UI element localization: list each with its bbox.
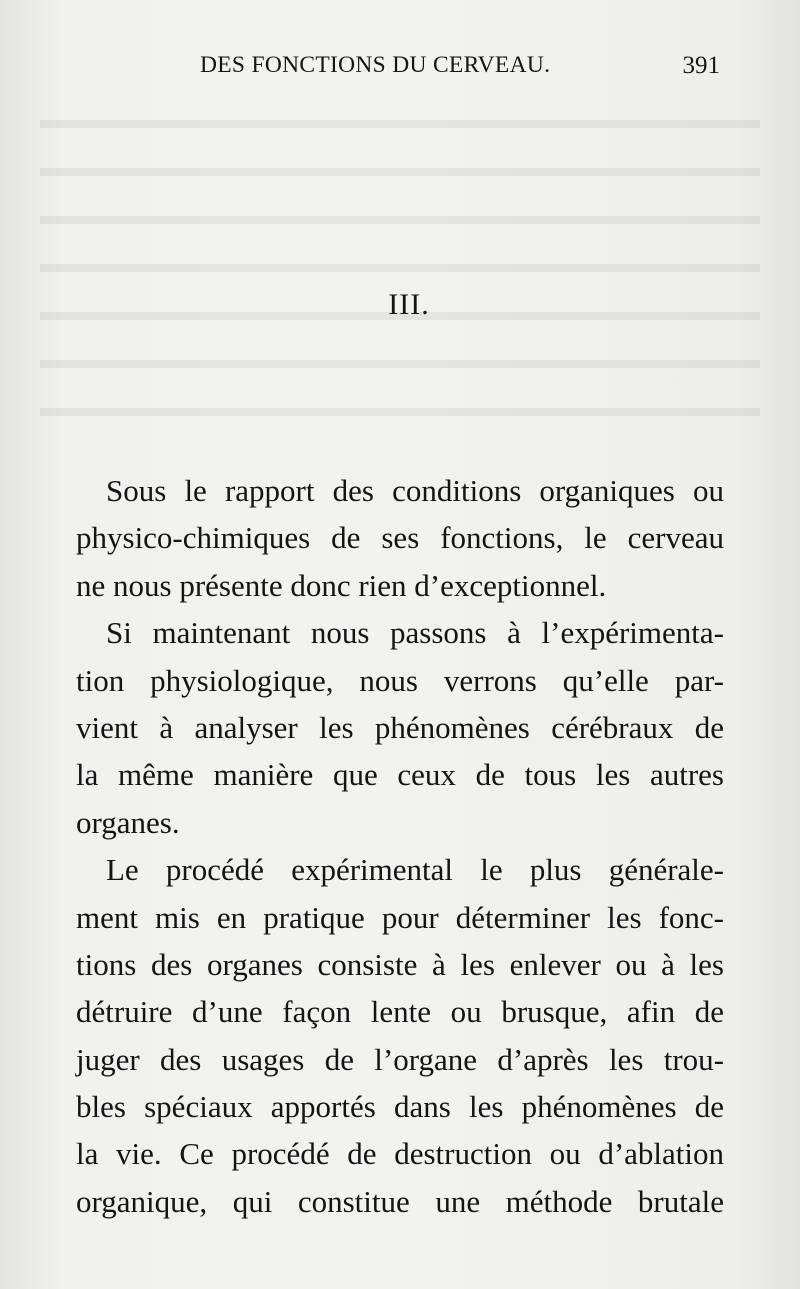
text-line: tions des organes consiste à les enlever ou à les <box>76 946 724 982</box>
page-header <box>200 52 720 88</box>
text-line: organes. <box>76 804 180 840</box>
section-heading: III. <box>388 288 430 321</box>
text-line: juger des usages de l’organe d’après les trou- <box>76 1041 724 1077</box>
text-line: la même manière que ceux de tous les autres <box>76 757 724 793</box>
text-line: ne nous présente donc rien d’exceptionnel. <box>76 567 607 603</box>
text-line: détruire d’une façon lente ou brusque, afin de <box>76 994 724 1030</box>
text-line: Le procédé expérimental le plus générale- <box>106 852 724 888</box>
text-line: physico-chimiques de ses fonctions, le cerveau <box>76 520 724 556</box>
text-line: ment mis en pratique pour déterminer les fonc- <box>76 899 724 935</box>
show-through-bleed <box>40 90 760 450</box>
text-line: bles spéciaux apportés dans les phénomènes de <box>76 1089 724 1125</box>
body-text <box>76 467 724 1225</box>
page-number: 391 <box>682 52 720 79</box>
text-line: la vie. Ce procédé de destruction ou d’ablation <box>76 1136 724 1172</box>
text-line: tion physiologique, nous verrons qu’elle par- <box>76 662 724 698</box>
text-line: vient à analyser les phénomènes cérébraux de <box>76 709 724 745</box>
text-line: Sous le rapport des conditions organiques ou <box>106 473 724 508</box>
text-line: Si maintenant nous passons à l’expérimenta- <box>106 615 724 651</box>
running-title: DES FONCTIONS DU CERVEAU. <box>200 52 551 78</box>
text-line: organique, qui constitue une méthode brutale <box>76 1183 724 1219</box>
